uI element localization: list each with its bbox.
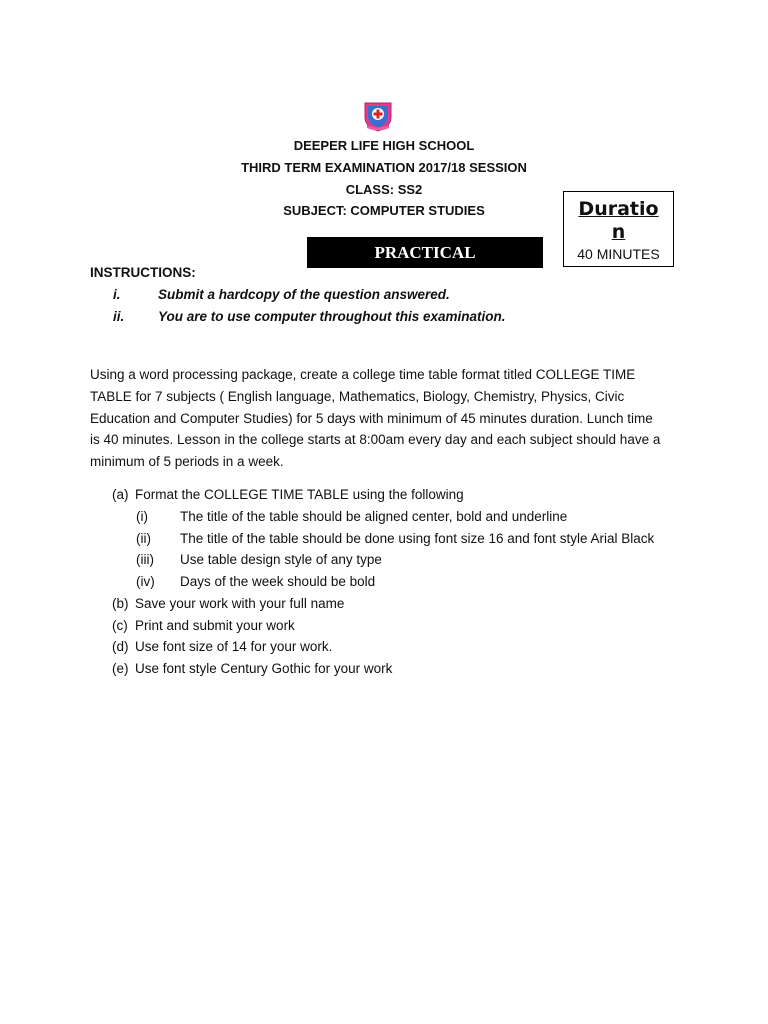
subtask-text: Use table design style of any type bbox=[180, 552, 382, 567]
practical-banner: PRACTICAL bbox=[307, 237, 543, 268]
task-label: (d) bbox=[112, 639, 129, 654]
task-text: Print and submit your work bbox=[135, 618, 295, 633]
task-text: Format the COLLEGE TIME TABLE using the following bbox=[135, 487, 464, 502]
subject-line: SUBJECT: COMPUTER STUDIES bbox=[283, 203, 485, 218]
instruction-number: i. bbox=[113, 287, 121, 302]
school-name: DEEPER LIFE HIGH SCHOOL bbox=[293, 138, 475, 153]
task-text: Save your work with your full name bbox=[135, 596, 345, 611]
paragraph-line: minimum of 5 periods in a week. bbox=[90, 454, 284, 470]
task-text: Use font size of 14 for your work. bbox=[135, 639, 333, 654]
instruction-number: ii. bbox=[113, 309, 125, 324]
instructions-heading: INSTRUCTIONS: bbox=[90, 265, 196, 280]
subtask-label: (iv) bbox=[136, 574, 155, 589]
duration-box bbox=[563, 191, 674, 267]
exam-title: THIRD TERM EXAMINATION 2017/18 SESSION bbox=[241, 160, 527, 175]
class-line: CLASS: SS2 bbox=[345, 182, 423, 197]
task-label: (b) bbox=[112, 596, 129, 611]
duration-title-line1: Duratio bbox=[578, 198, 659, 220]
paragraph-line: is 40 minutes. Lesson in the college starts at 8:00am every day and each subject should have a bbox=[90, 432, 661, 448]
subtask-label: (iii) bbox=[136, 552, 154, 567]
subtask-text: The title of the table should be done using font size 16 and font style Arial Black bbox=[180, 531, 655, 546]
task-label: (c) bbox=[112, 618, 128, 633]
task-text: Use font style Century Gothic for your work bbox=[135, 661, 393, 676]
duration-title bbox=[564, 198, 673, 244]
subtask-label: (i) bbox=[136, 509, 148, 524]
duration-value: 40 MINUTES bbox=[577, 246, 660, 262]
paragraph-line: TABLE for 7 subjects ( English language, Mathematics, Biology, Chemistry, Physics, Civic bbox=[90, 388, 625, 404]
subtask-text: Days of the week should be bold bbox=[180, 574, 376, 589]
instruction-text: Submit a hardcopy of the question answered. bbox=[158, 287, 450, 302]
paragraph-line: Education and Computer Studies) for 5 days with minimum of 45 minutes duration. Lunch time bbox=[90, 410, 653, 426]
task-label: (a) bbox=[112, 487, 129, 502]
task-label: (e) bbox=[112, 661, 129, 676]
school-crest-logo bbox=[361, 99, 395, 133]
paragraph-line: Using a word processing package, create a college time table format titled COLLEGE TIME bbox=[90, 367, 636, 382]
duration-title-line2: n bbox=[611, 221, 626, 243]
subtask-text: The title of the table should be aligned center, bold and underline bbox=[180, 509, 568, 524]
instruction-text: You are to use computer throughout this examination. bbox=[158, 309, 506, 324]
subtask-label: (ii) bbox=[136, 531, 151, 546]
task-description-paragraph bbox=[90, 364, 680, 473]
